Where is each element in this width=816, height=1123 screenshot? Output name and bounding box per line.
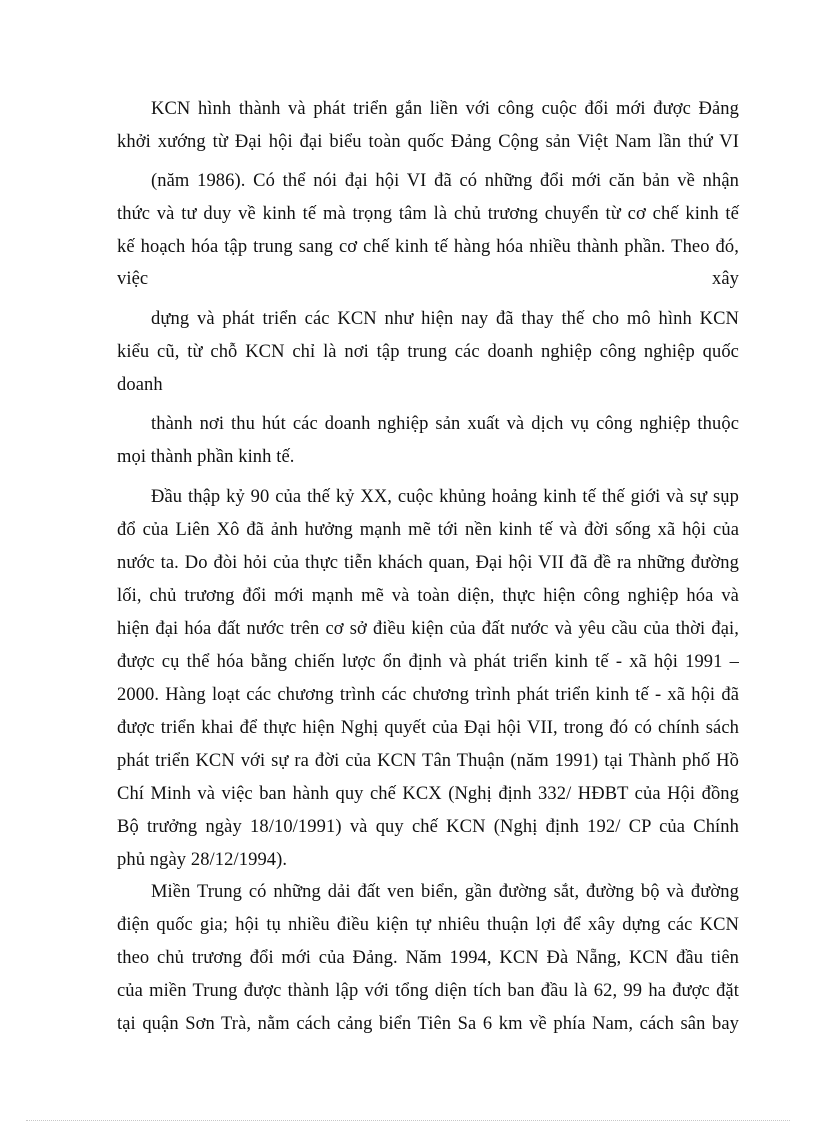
text-line: được cụ thể hóa bằng chiến lược ổn định và phát triển kinh tế - xã hội 1991 –	[117, 652, 739, 672]
text-line: tại quận Sơn Trà, nằm cách cảng biển Tiên Sa 6 km về phía Nam, cách sân bay	[117, 1014, 739, 1034]
text-line: kiểu cũ, từ chỗ KCN chỉ là nơi tập trung các doanh nghiệp công nghiệp quốc	[117, 342, 739, 362]
text-word: việc	[117, 269, 149, 289]
text-line: doanh	[117, 375, 163, 395]
text-line: hiện đại hóa đất nước trên cơ sở điều kiện của đất nước và yêu cầu của thời đại,	[117, 619, 739, 639]
text-line: của miền Trung được thành lập với tổng diện tích ban đầu là 62, 99 ha được đặt	[117, 981, 739, 1001]
text-line: điện quốc gia; hội tụ nhiều điều kiện tự nhiêu thuận lợi để xây dựng các KCN	[117, 915, 739, 935]
text-line: lối, chủ trương đổi mới mạnh mẽ và toàn diện, thực hiện công nghiệp hóa và	[117, 586, 739, 606]
text-line: mọi thành phần kinh tế.	[117, 447, 295, 467]
text-line: thức và tư duy về kinh tế mà trọng tâm là chủ trương chuyển từ cơ chế kinh tế	[117, 204, 739, 224]
text-line: thành nơi thu hút các doanh nghiệp sản xuất và dịch vụ công nghiệp thuộc	[151, 414, 739, 434]
text-line: Đầu thập kỷ 90 của thế kỷ XX, cuộc khủng hoảng kinh tế thế giới và sự sụp	[151, 487, 739, 507]
text-line: Chí Minh và việc ban hành quy chế KCX (Nghị định 332/ HĐBT của Hội đồng	[117, 784, 739, 804]
text-line: (năm 1986). Có thể nói đại hội VI đã có những đổi mới căn bản về nhận	[151, 171, 739, 191]
text-word: xây	[711, 269, 739, 289]
text-line: được triển khai để thực hiện Nghị quyết của Đại hội VII, trong đó có chính sách	[117, 718, 739, 738]
text-line: phủ ngày 28/12/1994).	[117, 850, 288, 870]
text-line: 2000. Hàng loạt các chương trình các chương trình phát triển kinh tế - xã hội đã	[117, 685, 739, 705]
text-line: Miền Trung có những dải đất ven biển, gần đường sắt, đường bộ và đường	[151, 882, 739, 902]
text-line: đổ của Liên Xô đã ảnh hưởng mạnh mẽ tới nền kinh tế và đời sống xã hội của	[117, 520, 739, 540]
page-bottom-divider	[26, 1120, 790, 1121]
text-line: Bộ trưởng ngày 18/10/1991) và quy chế KCN (Nghị định 192/ CP của Chính	[117, 817, 739, 837]
text-line: dựng và phát triển các KCN như hiện nay đã thay thế cho mô hình KCN	[151, 309, 739, 329]
text-line-split	[117, 266, 739, 292]
text-line: khởi xướng từ Đại hội đại biểu toàn quốc Đảng Cộng sản Việt Nam lần thứ VI	[117, 132, 739, 152]
text-line: phát triển KCN với sự ra đời của KCN Tân Thuận (năm 1991) tại Thành phố Hồ	[117, 751, 739, 771]
text-line: KCN hình thành và phát triển gắn liền với công cuộc đổi mới được Đảng	[151, 99, 739, 119]
text-line: nước ta. Do đòi hỏi của thực tiễn khách quan, Đại hội VII đã đề ra những đường	[117, 553, 739, 573]
text-line: theo chủ trương đổi mới của Đảng. Năm 1994, KCN Đà Nẵng, KCN đầu tiên	[117, 948, 739, 968]
text-line: kế hoạch hóa tập trung sang cơ chế kinh tế hàng hóa nhiều thành phần. Theo đó,	[117, 237, 739, 257]
